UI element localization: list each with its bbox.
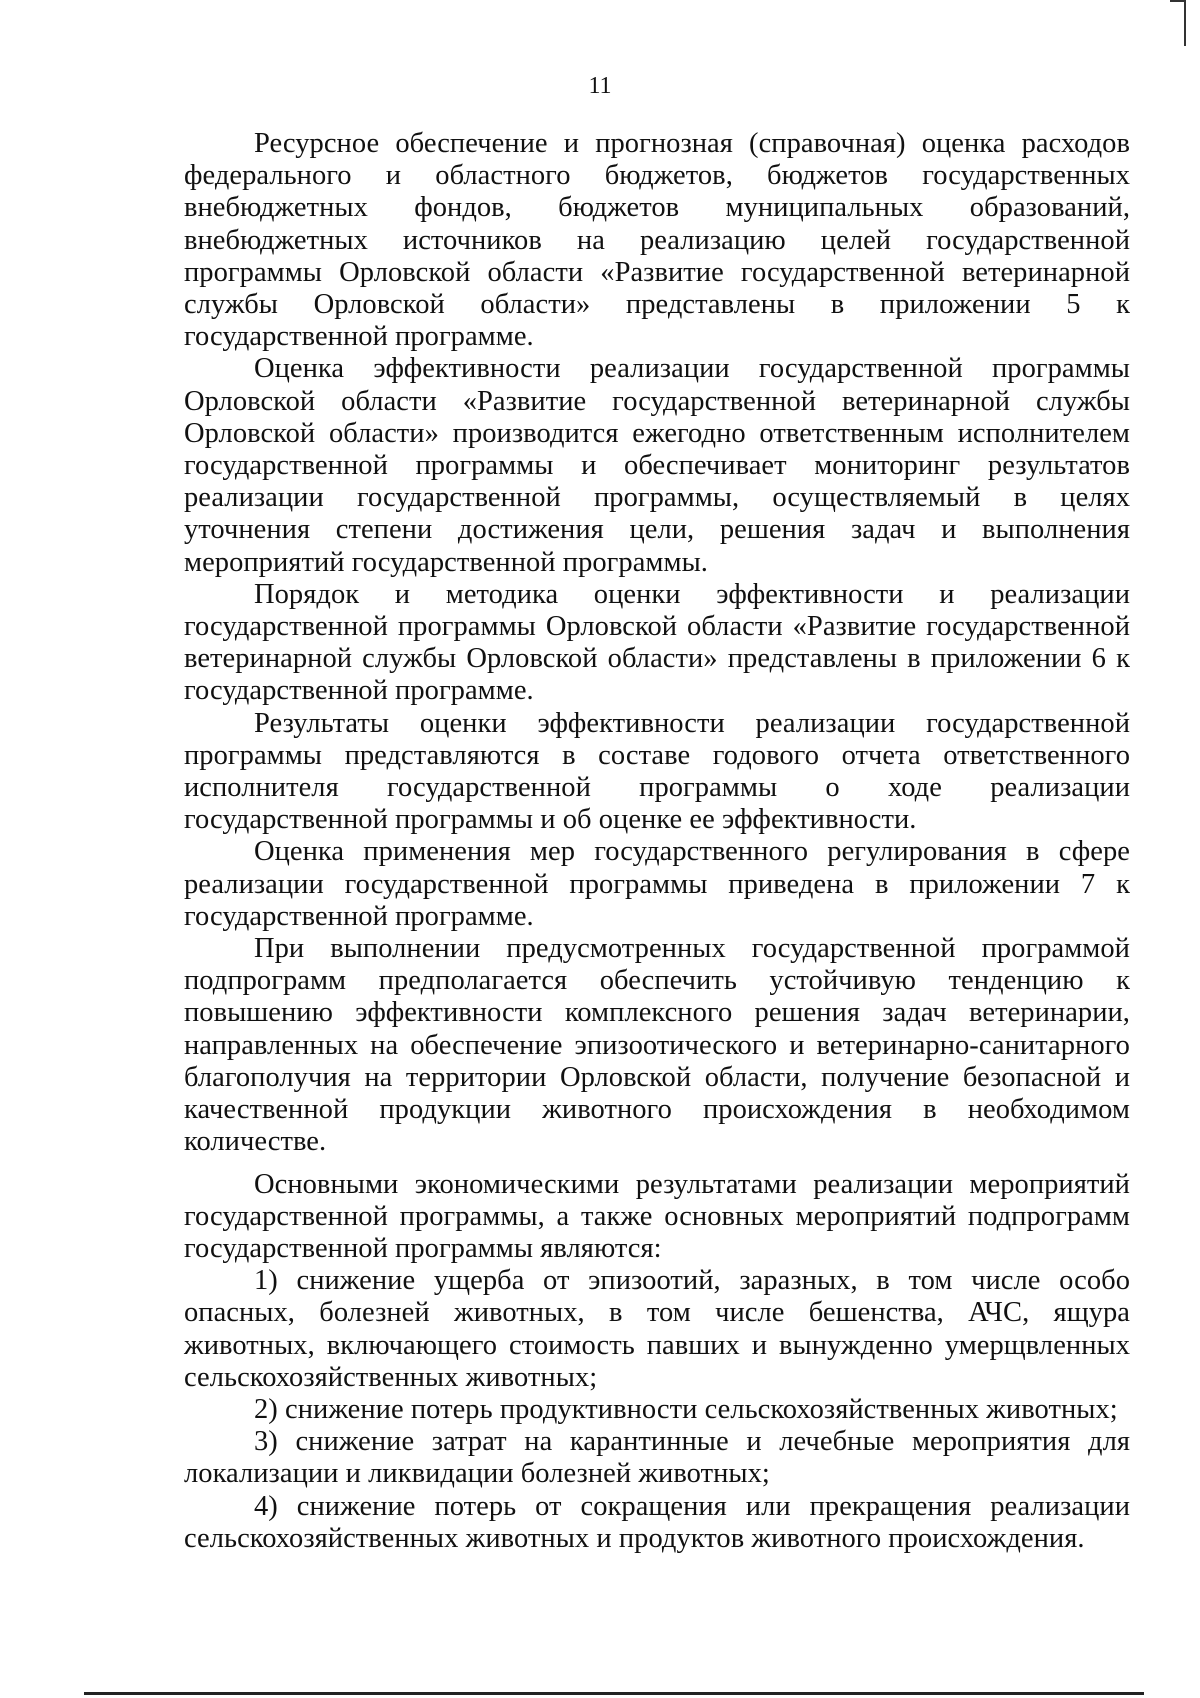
list-item-sales-losses: 4) снижение потерь от сокращения или прекращения реализации сельскохозяйственных животных и продуктов животного происхождения. xyxy=(184,1490,1130,1554)
bottom-scan-rule xyxy=(84,1692,1144,1695)
paragraph-assessment-results: Результаты оценки эффективности реализации государственной программы представляются в составе годового отчета ответственного исполнителя государственной программы о ходе реализации государственной программы и об оценке ее эффективности. xyxy=(184,707,1130,836)
paragraph-subprogram-implementation: При выполнении предусмотренных государственной программой подпрограмм предполагается обеспечить устойчивую тенденцию к повышению эффективности комплексного решения задач ветеринарии, направленных на обеспечение эпизоотического и ветеринарно-санитарного благополучия на территории Орловской области, получение безопасной и качественной продукции животного происхождения в необходимом количестве. xyxy=(184,933,1130,1158)
list-item-productivity-loss: 2) снижение потерь продуктивности сельскохозяйственных животных; xyxy=(254,1393,1118,1425)
list-item-quarantine-costs: 3) снижение затрат на карантинные и лечебные мероприятия для локализации и ликвидации болезней животных; xyxy=(184,1426,1130,1490)
scan-corner-mark xyxy=(1170,0,1186,46)
paragraph-regulation-measures: Оценка применения мер государственного регулирования в сфере реализации государственной программы приведена в приложении 7 к государственной программе. xyxy=(184,836,1130,932)
paragraph-economic-results: Основными экономическими результатами реализации мероприятий государственной программы, а также основных мероприятий подпрограмм государственной программы являются: xyxy=(184,1168,1130,1264)
page-number: 11 xyxy=(588,73,612,99)
document-body xyxy=(184,128,1130,1555)
list-item-damage-reduction: 1) снижение ущерба от эпизоотий, заразных, в том числе особо опасных, болезней животных, в том числе бешенства, АЧС, ящура животных, включающего стоимость павших и вынужденно умерщвленных сельскохозяйственных животных; xyxy=(184,1265,1130,1393)
paragraph-assessment-methodology: Порядок и методика оценки эффективности и реализации государственной программы Орловской области «Развитие государственной ветеринарной службы Орловской области» представлены в приложении 6 к государственной программе. xyxy=(184,578,1130,707)
paragraph-resource-support: Ресурсное обеспечение и прогнозная (справочная) оценка расходов федерального и областного бюджетов, бюджетов государственных внебюджетных фондов, бюджетов муниципальных образований, внебюджетных источников на реализацию целей государственной программы Орловской области «Развитие государственной ветеринарной службы Орловской области» представлены в приложении 5 к государственной программе. xyxy=(184,128,1130,353)
paragraph-efficiency-assessment: Оценка эффективности реализации государственной программы Орловской области «Развитие государственной ветеринарной службы Орловской области» производится ежегодно ответственным исполнителем государственной программы и обеспечивает мониторинг результатов реализации государственной программы, осуществляемый в целях уточнения степени достижения цели, решения задач и выполнения мероприятий государственной программы. xyxy=(184,353,1130,578)
